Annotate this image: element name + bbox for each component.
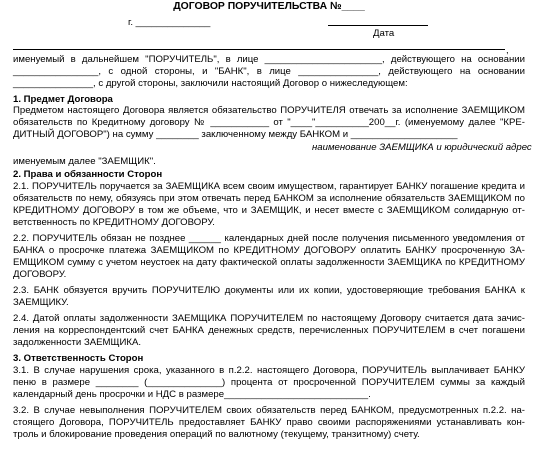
intro-line-2: ________________, с одной стороны, и "БАНК", в лице _______________, действующего на основании xyxy=(13,66,525,77)
section-1-borrower-note: наименование ЗАЕМЩИКА и юридический адрес xyxy=(312,142,532,153)
section-2-p1-line-2: обязательств по нему, обязуясь при этом отвечать перед БАНКОМ за исполнение обязательств ЗАЕМЩИКОМ по xyxy=(13,193,525,204)
section-2-p2-line-4: ДОГОВОРУ. xyxy=(13,269,67,280)
date-label: Дата xyxy=(373,28,395,39)
section-2-p3-line-2: ЗАЕМЩИКУ. xyxy=(13,297,69,308)
section-2-p2-line-1: 2.2. ПОРУЧИТЕЛЬ обязан не позднее ______ календарных дней после получения письменного уведомления от xyxy=(13,233,525,244)
section-1-line-2: обязательств по Кредитному договору № ___________ от "____"__________200__г. (именуемому далее "КРЕ- xyxy=(13,117,525,128)
section-3-p2-line-3: троль и блокирование проведения операций по валютному (текущему, транзитному) счету. xyxy=(13,429,420,440)
section-1-line-3: ДИТНЫЙ ДОГОВОР") на сумму ________ заключенному между БАНКОМ и ____________________ xyxy=(13,129,458,140)
intro-line-1: именуемый в дальнейшем "ПОРУЧИТЕЛЬ", в лице ______________________, действующего на основании xyxy=(13,54,525,65)
section-3-p2-line-1: 3.2. В случае невыполнения ПОРУЧИТЕЛЕМ своих обязательств перед БАНКОМ, предусмотренных п.2.2. на- xyxy=(13,405,525,416)
city-field: г. ______________ xyxy=(128,17,211,28)
section-3-p1-line-3: календарный день просрочки и НДС в размере___________________________. xyxy=(13,389,371,400)
section-2-p2-line-2: БАНКА о просрочке платежа ЗАЕМЩИКОМ по КРЕДИТНОМУ ДОГОВОРУ оплатить БАНКУ просроченную ЗА- xyxy=(13,245,525,256)
section-3-heading: 3. Ответственность Сторон xyxy=(13,353,144,364)
section-2-p2-line-3: ЕМЩИКОМ сумму с учетом неустоек на дату фактической оплаты задолженности ЗАЕМЩИКА по КРЕДИТНОМУ xyxy=(13,257,525,268)
section-2-p3-line-1: 2.3. БАНК обязуется вручить ПОРУЧИТЕЛЮ документы или их копии, удостоверяющие требования БАНКА к xyxy=(13,285,525,296)
section-2-p4-line-1: 2.4. Датой оплаты задолженности ЗАЕМЩИКА ПОРУЧИТЕЛЕМ по настоящему Договору считается дата зачис- xyxy=(13,313,525,324)
section-2-heading: 2. Права и обязанности Сторон xyxy=(13,169,163,180)
section-2-p1-line-1: 2.1. ПОРУЧИТЕЛЬ поручается за ЗАЕМЩИКА всем своим имуществом, гарантирует БАНКУ погашение кредита и xyxy=(13,181,525,192)
party-comma: , xyxy=(506,45,509,56)
document-title: ДОГОВОР ПОРУЧИТЕЛЬСТВА №____ xyxy=(173,1,365,12)
section-2-p1-line-4: ветственность по КРЕДИТНОМУ ДОГОВОРУ. xyxy=(13,217,215,228)
section-3-p2-line-2: стоящего Договора, ПОРУЧИТЕЛЬ предоставляет БАНКУ право своими распоряжениями устанавливать кон- xyxy=(13,417,525,428)
date-blank-line xyxy=(328,25,428,26)
section-2-p4-line-3: задолженности ЗАЕМЩИКА. xyxy=(13,337,142,348)
section-2-p4-line-2: ления на корреспондентский счет БАНКА денежных средств, перечисленных ПОРУЧИТЕЛЕМ в счет погашени xyxy=(13,325,525,336)
section-1-line-1: Предметом настоящего Договора является обязательство ПОРУЧИТЕЛЯ отвечать за исполнение ЗАЕМЩИКОМ xyxy=(13,105,525,116)
section-2-p1-line-3: КРЕДИТНОМУ ДОГОВОРУ в том же объеме, что и ЗАЕМЩИК, и несет вместе с ЗАЕМЩИКОМ солидарную от- xyxy=(13,205,525,216)
section-3-p1-line-1: 3.1. В случае нарушения срока, указанного в п.2.2. настоящего Договора, ПОРУЧИТЕЛЬ выплачивает БАНКУ xyxy=(13,365,525,376)
section-1-heading: 1. Предмет Договора xyxy=(13,94,113,105)
section-3-p1-line-2: пеню в размере ________ (______________) процента от просроченной ПОРУЧИТЕЛЕМ суммы за каждый xyxy=(13,377,525,388)
party-name-blank-line xyxy=(13,49,505,50)
intro-line-3: _______________, с другой стороны, заключили настоящий Договор о нижеследующем: xyxy=(13,78,408,89)
section-1-tail: именуемым далее "ЗАЕМЩИК". xyxy=(13,156,156,167)
